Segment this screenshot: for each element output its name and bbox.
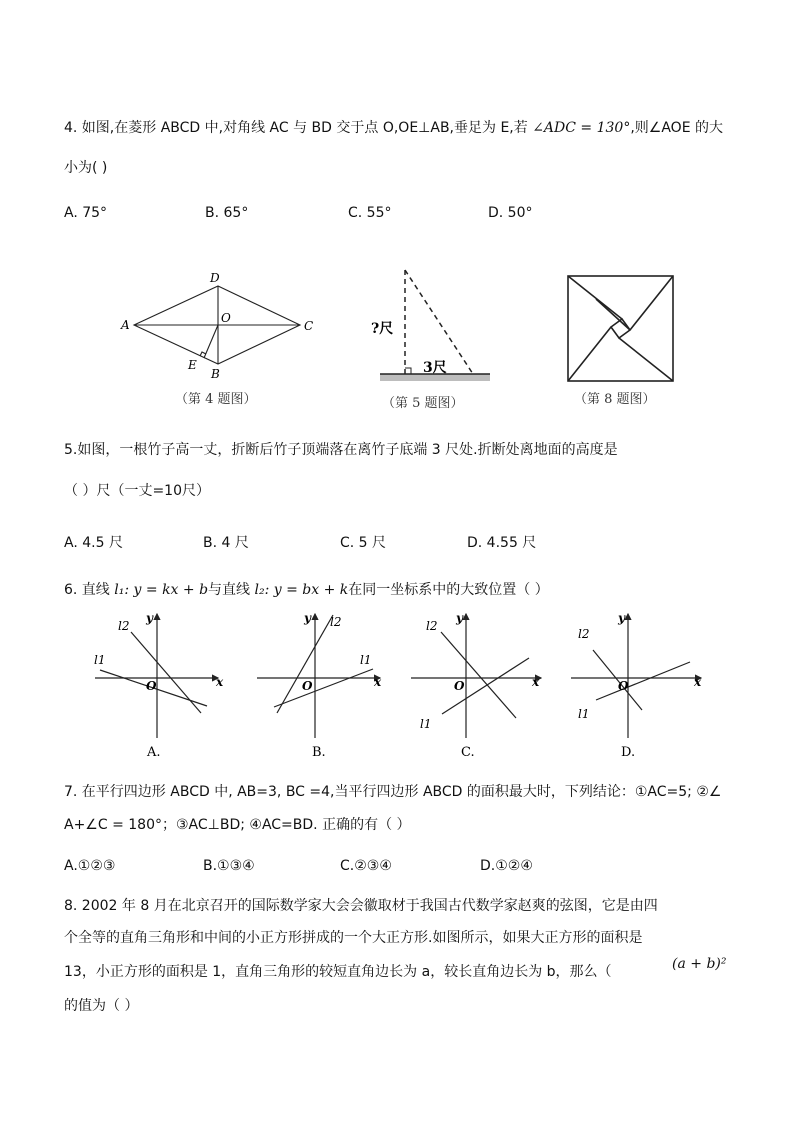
bamboo-height-label: ?尺 [371,321,394,337]
q8-line3 [64,962,612,982]
caption-fig5: （第 5 题图） [382,396,464,411]
q6-graph-b [252,610,392,770]
q4-line2: 小为( ) [64,160,108,176]
q4-line1 [64,118,723,138]
q8-text: 13，小正方形的面积是 1，直角三角形的较短直角边长为 a，较长直角边长为 b，那么（ [64,964,612,980]
graph-a-l1-label: l1 [94,653,106,667]
q4-option-b: B. 65° [205,205,249,221]
graph-b-y-label: y [304,611,311,625]
rhombus-label-a: A [121,318,130,332]
q8-line2: 个全等的直角三角形和中间的小正方形拼成的一个大正方形.如图所示，如果大正方形的面积是 [64,930,643,946]
q4-option-c: C. 55° [348,205,392,221]
bamboo-base-label: 3尺 [423,360,447,376]
rhombus-label-o: O [221,311,231,325]
graph-b-option-label: B. [312,745,326,760]
graph-d-option-label: D. [621,745,636,760]
q8-expression: (a + b)² [672,956,727,972]
graph-c-origin-label: O [454,679,465,693]
q7-option-c: C.②③④ [340,858,392,874]
graph-d-origin-label: O [618,679,629,693]
graph-d-x-label: x [694,675,702,689]
graph-a-l2-label: l2 [118,619,130,633]
graph-c-y-label: y [456,611,463,625]
q7-option-b: B.①③④ [203,858,255,874]
graph-a-y-label: y [146,611,153,625]
graph-b-l1-label: l1 [360,653,372,667]
q6-graph-c [406,610,546,770]
graph-b-origin-label: O [302,679,313,693]
graph-b-l2-label: l2 [330,615,342,629]
q6-graph-a [90,610,230,770]
q4-text-b: ,则∠AOE 的大 [630,120,723,136]
caption-fig8: （第 8 题图） [574,392,656,407]
q6-text-b: 与直线 [208,582,255,598]
q5-option-a: A. 4.5 尺 [64,535,123,551]
q4-option-a: A. 75° [64,205,108,221]
q5-option-c: C. 5 尺 [340,535,387,551]
q4-text-a: 4. 如图,在菱形 ABCD 中,对角线 AC 与 BD 交于点 O,OE⊥AB,垂足为 E,若 [64,120,533,136]
q8-line4: 的值为（ ） [64,998,139,1014]
q7-line2: A+∠C = 180°；③AC⊥BD; ④AC=BD. 正确的有（ ） [64,817,411,833]
q7-line1: 7. 在平行四边形 ABCD 中, AB=3, BC =4,当平行四边形 ABCD 的面积最大时，下列结论：①AC=5; ②∠ [64,784,722,800]
graph-d-l1-label: l1 [578,707,590,721]
q7-option-a: A.①②③ [64,858,116,874]
q6-l1-equation: l₁: y = kx + b [114,582,209,598]
graph-d-l2-label: l2 [578,627,590,641]
q7-option-d: D.①②④ [480,858,533,874]
string-figure-square [566,274,676,384]
q8-line1: 8. 2002 年 8 月在北京召开的国际数学家大会会徽取材于我国古代数学家赵爽的弦图，它是由四 [64,898,658,914]
q4-angle-math: ∠ADC = 130° [532,120,631,136]
q5-option-b: B. 4 尺 [203,535,249,551]
graph-a-x-label: x [216,675,224,689]
graph-a-option-label: A. [147,745,161,760]
rhombus-figure [118,268,328,380]
rhombus-label-e: E [188,358,197,372]
rhombus-label-c: C [304,319,314,333]
graph-c-x-label: x [532,675,540,689]
graph-b-x-label: x [374,675,382,689]
q5-option-d: D. 4.55 尺 [467,535,537,551]
q5-line1: 5.如图，一根竹子高一丈，折断后竹子顶端落在离竹子底端 3 尺处.折断处离地面的高度是 [64,442,618,458]
q6-l2-equation: l₂: y = bx + k [254,582,349,598]
rhombus-label-d: D [210,271,220,285]
graph-c-l2-label: l2 [426,619,438,633]
q6-text-a: 6. 直线 [64,582,115,598]
graph-a-origin-label: O [146,679,157,693]
caption-fig4: （第 4 题图） [175,392,257,407]
q6-line [64,580,549,600]
q6-graph-d [566,610,706,770]
rhombus-label-b: B [211,367,220,380]
q6-text-c: 在同一坐标系中的大致位置（ ） [348,582,549,598]
graph-c-l1-label: l1 [420,717,432,731]
graph-c-option-label: C. [461,745,475,760]
q5-line2: （ ）尺（一丈=10尺） [64,483,210,499]
bamboo-figure [365,262,495,387]
graph-d-y-label: y [618,611,625,625]
q4-option-d: D. 50° [488,205,533,221]
